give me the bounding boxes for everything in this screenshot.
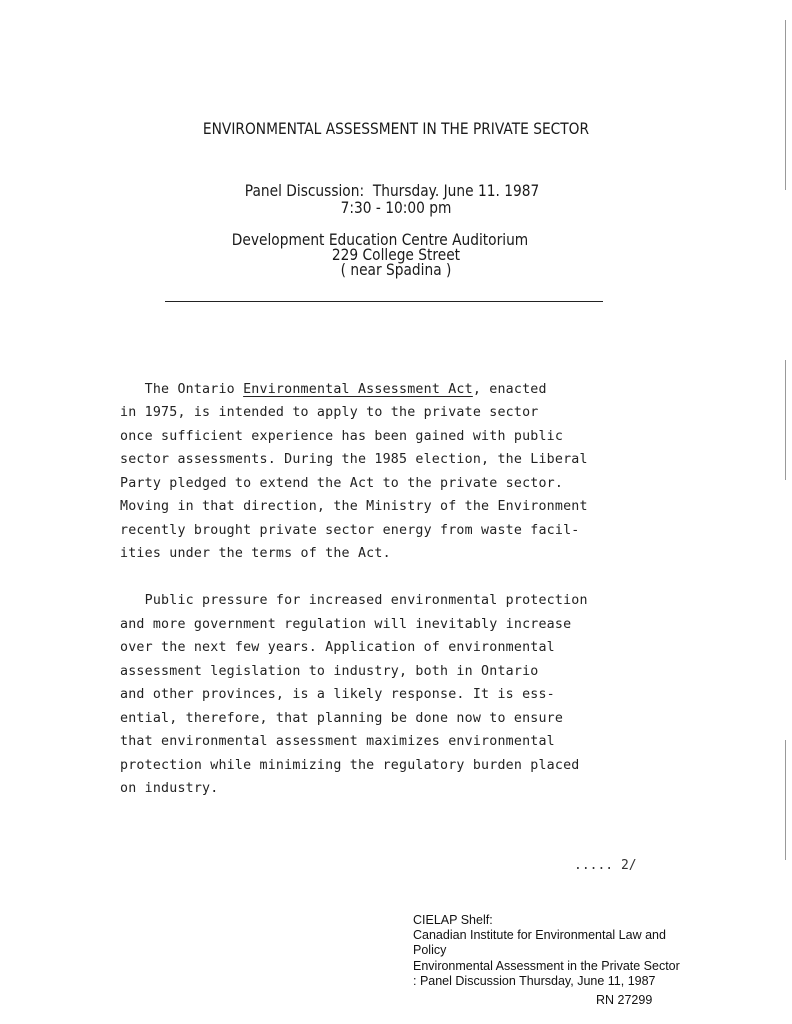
scan-edge-mark — [785, 20, 786, 190]
paragraph-2-line: and more government regulation will inevitably increase — [120, 617, 572, 632]
document-title: ENVIRONMENTAL ASSESSMENT IN THE PRIVATE SECTOR — [202, 119, 590, 138]
paragraph-2-line: protection while minimizing the regulatory burden placed — [120, 758, 580, 773]
shelf-label-line: Policy — [413, 943, 447, 957]
paragraph-2-line: ential, therefore, that planning be done now to ensure — [120, 711, 564, 726]
scan-edge-mark — [785, 740, 786, 860]
shelf-label-line: Environmental Assessment in the Private Sector — [413, 959, 680, 973]
event-near: ( near Spadina ) — [340, 260, 452, 279]
paragraph-2-line: assessment legislation to industry, both in Ontario — [120, 664, 539, 679]
header-divider — [165, 301, 603, 302]
paragraph-1-line: sector assessments. During the 1985 election, the Liberal — [120, 452, 588, 467]
paragraph-1-line-1: The Ontario Environmental Assessment Act, enacted — [120, 382, 547, 397]
scan-edge-mark — [785, 360, 786, 480]
paragraph-2-line: on industry. — [120, 781, 219, 796]
paragraph-1-line: ities under the terms of the Act. — [120, 546, 391, 561]
paragraph-2-line: that environmental assessment maximizes environmental — [120, 734, 555, 749]
paragraph-2-line: over the next few years. Application of environmental — [120, 640, 555, 655]
act-name: Environmental Assessment Act — [243, 382, 473, 397]
paragraph-1-line: Moving in that direction, the Ministry of the Environment — [120, 499, 588, 514]
event-time: 7:30 - 10:00 pm — [340, 198, 452, 217]
paragraph-2-line: and other provinces, is a likely response. It is ess- — [120, 687, 555, 702]
shelf-label-heading: CIELAP Shelf: — [413, 913, 493, 927]
event-venue: Development Education Centre Auditorium — [231, 230, 529, 249]
shelf-label-line: : Panel Discussion Thursday, June 11, 1987 — [413, 974, 656, 988]
shelf-label-line: Canadian Institute for Environmental Law and — [413, 928, 666, 942]
page-continuation: ..... 2/ — [574, 858, 637, 873]
paragraph-1-line: recently brought private sector energy from waste facil- — [120, 523, 580, 538]
call-number: RN 27299 — [596, 993, 653, 1007]
event-date-line: Panel Discussion: Thursday. June 11. 1987 — [244, 181, 540, 200]
paragraph-1-line: Party pledged to extend the Act to the private sector. — [120, 476, 564, 491]
paragraph-1-line: once sufficient experience has been gained with public — [120, 429, 564, 444]
paragraph-1-line: in 1975, is intended to apply to the private sector — [120, 405, 539, 420]
paragraph-2-line: Public pressure for increased environmental protection — [120, 593, 588, 608]
event-street: 229 College Street — [331, 245, 461, 264]
